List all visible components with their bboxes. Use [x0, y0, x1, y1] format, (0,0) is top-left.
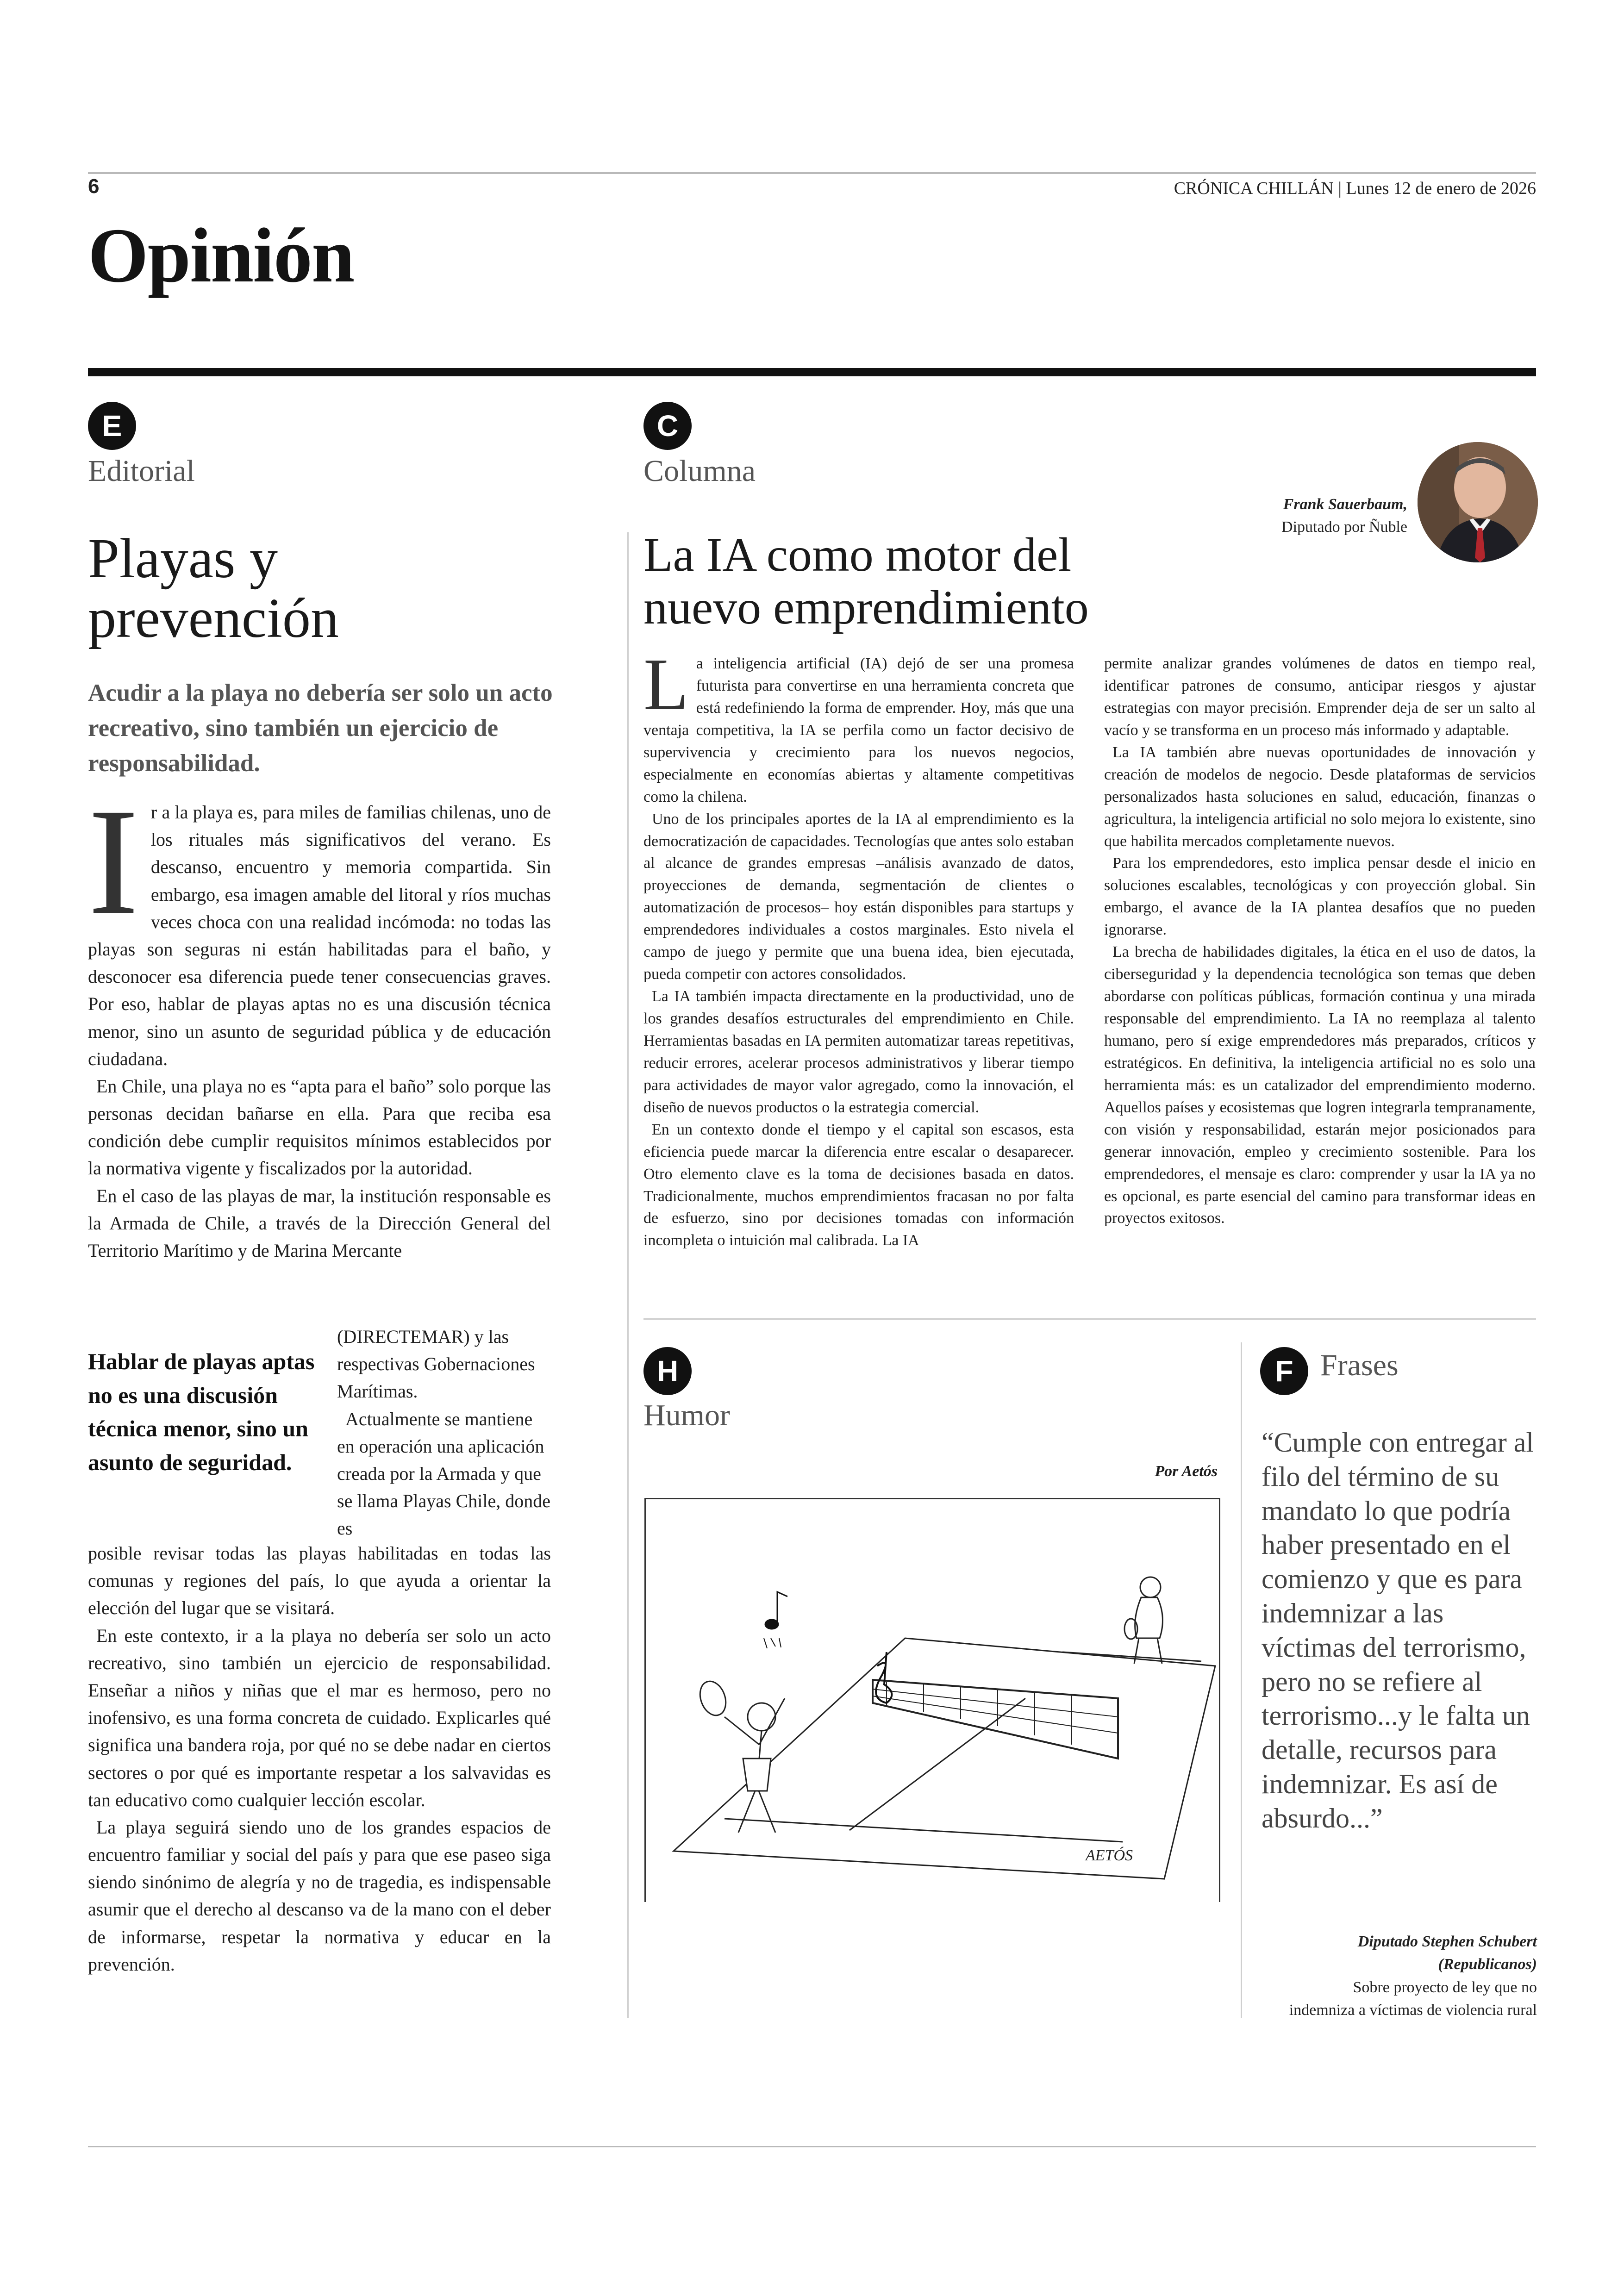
editorial-body-narrow — [337, 1323, 551, 1542]
editorial-para-4-cont: posible revisar todas las playas habilitadas en todas las comunas y regiones del país, lo que ayuda a orientar la elección del lugar que se visitará. — [88, 1543, 551, 1619]
column-bottom-rule — [643, 1318, 1536, 1320]
editorial-kicker: Editorial — [88, 454, 195, 488]
frases-quote: “Cumple con entregar al filo del término de su mandato lo que podría haber presentado en el comienzo y que es para indemnizar a las víctimas del terrorismo, pero no se refiere al terrorismo...y le falta un detalle, recursos para indemnizar. Es así de absurdo...” — [1262, 1427, 1534, 1834]
frases-divider — [1241, 1342, 1242, 2018]
column-author-name: Frank Sauerbaum, — [1283, 496, 1407, 513]
section-title: Opinión — [88, 212, 354, 299]
issue-date: Lunes 12 de enero de 2026 — [1346, 179, 1536, 198]
column-para-4: En un contexto donde el tiempo y el capital son escasos, esta eficiencia puede marcar la diferencia entre escalar o desaparecer. Otro elemento clave es la toma de decisiones basada en datos. Tradicionalmente, muchos emprendimientos fracasan no por falta de esfuerzo, sino por decisiones tomadas con información incompleta o intuición mal calibrada. La IA — [643, 1121, 1074, 1249]
receiver-player — [1124, 1577, 1162, 1664]
frases-author: Diputado Stephen Schubert — [1357, 1933, 1537, 1950]
tennis-cartoon — [646, 1499, 1219, 1902]
column-para-8: La brecha de habilidades digitales, la ética en el uso de datos, la ciberseguridad y la dependencia tecnológica son temas que deben abordarse con políticas públicas, formación continua y una mirada responsable del emprendimiento. La IA no reemplaza al talento humano, pero sí exige emprendedores más preparados, críticos y estratégicos. En definitiva, la inteligencia artificial no es solo una herramienta más: es un catalizador del emprendimiento moderno. Aquellos países y ecosistemas que logren integrarla tempranamente, con visión y responsabilidad, estarán mejor posicionados para generar innovación, empleo y crecimiento sostenible. Para los emprendedores, el mensaje es claro: comprender y usar la IA ya no es opcional, es parte esencial del camino para transformar ideas en proyectos exitosos. — [1104, 943, 1536, 1227]
treble-clef-icon — [876, 1652, 892, 1703]
frases-context-line2: indemniza a víctimas de violencia rural — [1289, 2001, 1537, 2019]
editorial-headline-line1: Playas y — [88, 527, 278, 590]
column-headline-line2: nuevo emprendimiento — [643, 581, 1089, 635]
author-portrait — [1418, 442, 1538, 562]
column-badge: C — [643, 402, 692, 450]
section-divider — [88, 368, 1536, 376]
column-para-3: La IA también impacta directamente en la productividad, uno de los grandes desafíos estructurales del emprendimiento en Chile. Herramientas basadas en IA permiten automatizar tareas repetitivas, reducir errores, acelerar procesos administrativos y liberar tiempo para actividades de mayor valor agregado, como la innovación, el diseño de nuevos productos o la estrategia comercial. — [643, 988, 1074, 1116]
column-para-7: Para los emprendedores, esto implica pensar desde el inicio en soluciones escalables, tecnológicas y con proyección global. Sin embargo, el avance de la IA plantea desafíos que no pueden ignorarse. — [1104, 854, 1536, 939]
column-para-2: Uno de los principales aportes de la IA al emprendimiento es la democratización de capacidades. Tecnologías que antes solo estaban al alcance de grandes empresas –análisis avanzado de datos, proyecciones de demanda, segmentación de clientes o automatización de procesos– hoy están disponibles para startups y emprendedores individuales a costos marginales. Esto nivela el campo de juego y permite que una buena idea, bien ejecutada, pueda competir con actores consolidados. — [643, 810, 1074, 983]
author-portrait-illustration — [1418, 442, 1538, 562]
editorial-para-5: En este contexto, ir a la playa no debería ser solo un acto recreativo, sino también un ejercicio de responsabilidad. Enseñar a niños y niñas que el mar es hermoso, pero no inofensivo, es una forma concreta de cuidado. Explicarles qué significa una bandera roja, por qué no se debe nadar en ciertos sectores o por qué es importante respetar a los salvavidas es tan educativo como cualquier lección escolar. — [88, 1625, 551, 1810]
bottom-rule — [88, 2146, 1536, 2147]
cartoon-signature: AETÓS — [1086, 1847, 1133, 1864]
column-para-1: La inteligencia artificial (IA) dejó de ser una promesa futurista para convertirse en una herramienta concreta que está redefiniendo la forma de emprender. Hoy, más que una ventaja competitiva, la IA se perfila como un factor decisivo de supervivencia y crecimiento para los nuevos negocios, especialmente en economías abiertas y altamente competitivas como la chilena. — [643, 643, 1074, 805]
editorial-para-2: En Chile, una playa no es “apta para el baño” solo porque las personas decidan bañarse en ella. Para que reciba esa condición debe cumplir requisitos mínimos establecidos por la normativa vigente y fiscalizados por la autoridad. — [88, 1075, 551, 1179]
newspaper-name: CRÓNICA CHILLÁN — [1174, 179, 1334, 198]
column-para-5: permite analizar grandes volúmenes de datos en tiempo real, identificar patrones de consumo, anticipar riesgos y ajustar estrategias con mayor precisión. Emprender deja de ser un salto al vacío y se transforma en un proceso más informado y adaptable. — [1104, 655, 1536, 739]
frases-context-line1: Sobre proyecto de ley que no — [1353, 1978, 1537, 1996]
column-divider-left — [627, 532, 629, 2018]
editorial-body-bottom — [88, 1540, 551, 1978]
humor-kicker: Humor — [643, 1398, 730, 1432]
column-headline — [643, 529, 1430, 635]
editorial-dropcap: I — [88, 777, 139, 946]
editorial-para-1: Ir a la playa es, para miles de familias chilenas, uno de los rituales más significativos del verano. Es descanso, encuentro y memoria compartida. Sin embargo, esa imagen amable del litoral y ríos muchas veces choca con una realidad incómoda: no todas las playas son seguras ni están habilitadas para el baño, y desconocer esa diferencia puede tener consecuencias graves. Por eso, hablar de playas aptas no es una discusión técnica menor, sino un asunto de seguridad pública y de educación ciudadana. — [88, 777, 551, 1069]
top-rule — [88, 172, 1536, 174]
masthead — [981, 178, 1536, 199]
editorial-body-top — [88, 777, 551, 1264]
court-service-line — [725, 1819, 1123, 1842]
column-para-6: La IA también abre nuevas oportunidades de innovación y creación de modelos de negocio. Desde plataformas de servicios personalizados hasta soluciones en salud, educación, finanzas o agricultura, la inteligencia artificial no solo mejora lo existente, sino que habilita mercados completamente nuevos. — [1104, 743, 1536, 850]
editorial-badge: E — [88, 402, 136, 450]
editorial-para-3: En el caso de las playas de mar, la institución responsable es la Armada de Chile, a través de la Dirección General del Territorio Marítimo y de Marina Mercante — [88, 1185, 551, 1261]
column-body-left — [643, 643, 1074, 1252]
editorial-pullquote: Hablar de playas aptas no es una discusión técnica menor, sino un asunto de seguridad. — [88, 1348, 315, 1475]
column-body-right — [1104, 653, 1536, 1229]
server-player — [696, 1678, 785, 1833]
frases-kicker: Frases — [1320, 1348, 1399, 1382]
editorial-headline-line2: prevención — [88, 587, 339, 650]
column-dropcap: L — [643, 643, 689, 725]
cartoon-frame — [644, 1498, 1220, 1902]
music-note-icon — [764, 1592, 787, 1648]
frases-party: (Republicanos) — [1438, 1956, 1537, 1973]
page-number: 6 — [88, 175, 100, 198]
editorial-subhead: Acudir a la playa no debería ser solo un acto recreativo, sino también un ejercicio de responsabilidad. — [88, 680, 553, 777]
tennis-net — [873, 1680, 1118, 1759]
frases-badge: F — [1260, 1347, 1308, 1395]
column-author-role: Diputado por Ñuble — [1281, 518, 1407, 536]
editorial-headline — [88, 529, 597, 649]
column-kicker: Columna — [643, 454, 756, 488]
masthead-separator: | — [1333, 179, 1346, 198]
editorial-para-3-cont: (DIRECTEMAR) y las respectivas Gobernaciones Marítimas. — [337, 1326, 535, 1402]
editorial-para-4: Actualmente se mantiene en operación una aplicación creada por la Armada y que se llama Playas Chile, donde es — [337, 1408, 551, 1539]
frases-attribution — [1194, 1930, 1537, 2021]
humor-credit: Por Aetós — [1155, 1463, 1218, 1480]
court-far-line — [1062, 1652, 1201, 1661]
humor-badge: H — [643, 1347, 692, 1395]
column-headline-line1: La IA como motor del — [643, 528, 1072, 581]
editorial-para-6: La playa seguirá siendo uno de los grandes espacios de encuentro familiar y social del país y para que ese paseo siga siendo sinónimo de alegría y no de tragedia, es indispensable asumir que el derecho al descanso va de la mano con el deber de informarse, respetar la normativa y educar en la prevención. — [88, 1816, 551, 1975]
